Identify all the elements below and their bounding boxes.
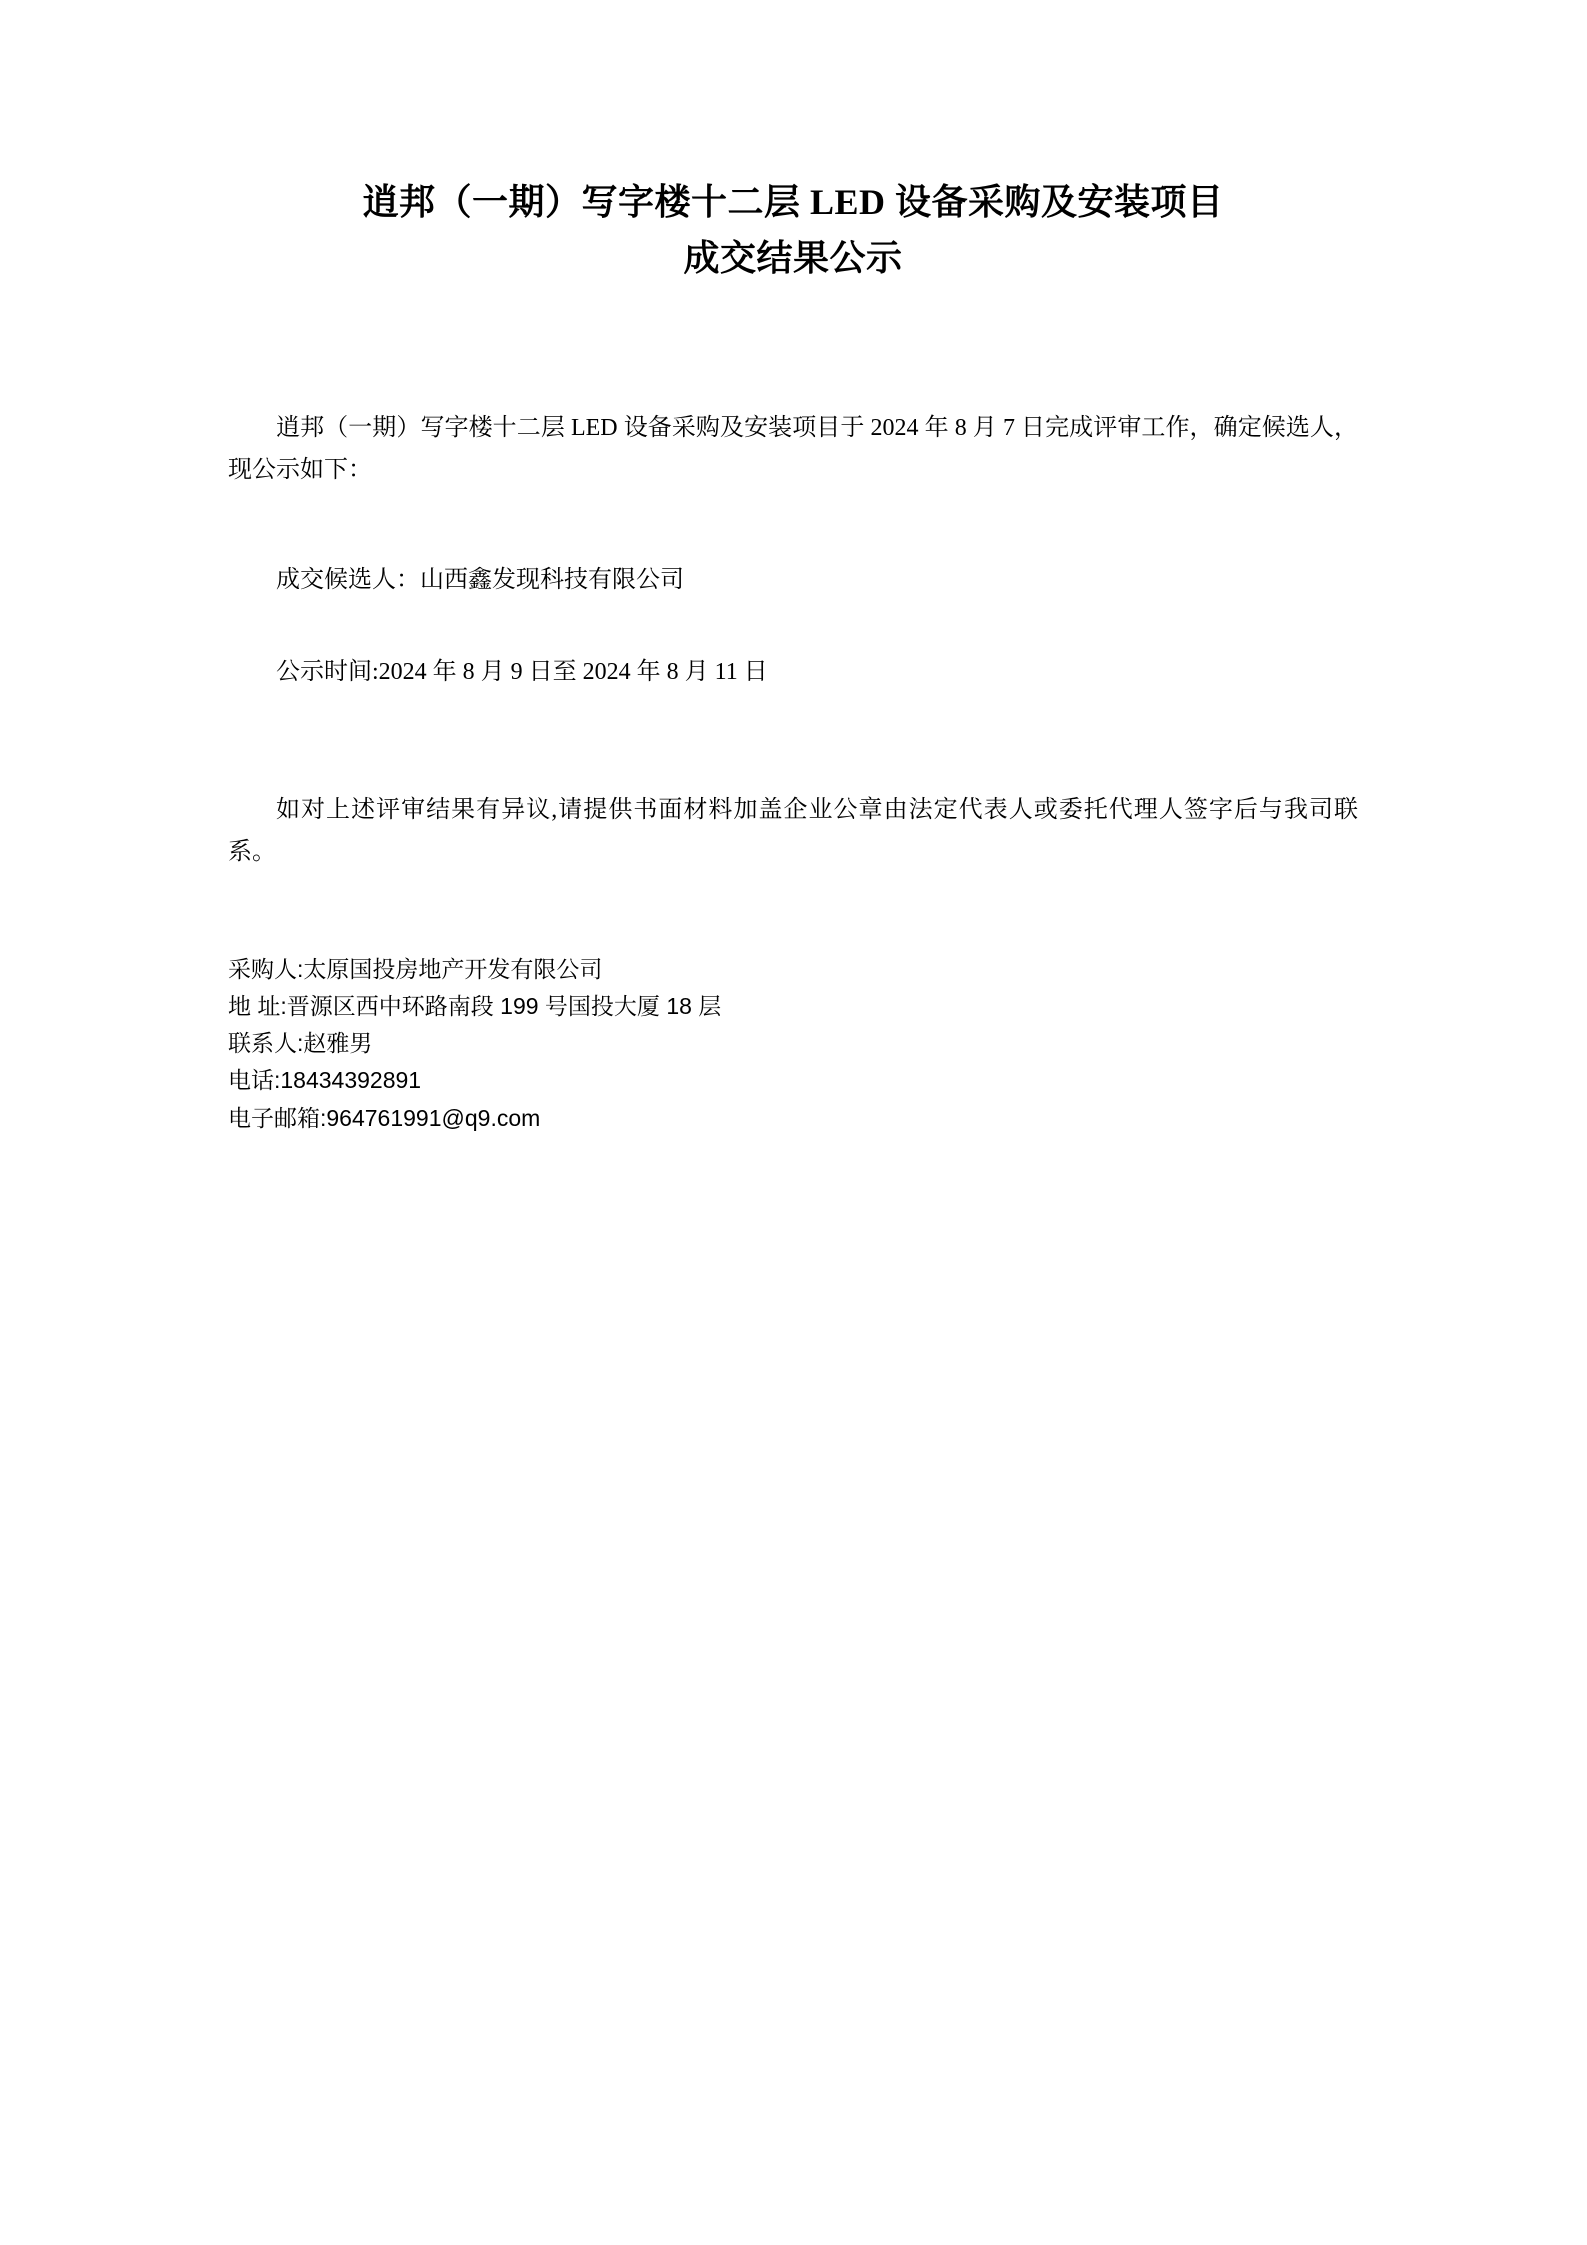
- objection-paragraph: 如对上述评审结果有异议,请提供书面材料加盖企业公章由法定代表人或委托代理人签字后与我司联系。: [228, 796, 1358, 865]
- document-content: [228, 0, 1358, 1137]
- spacer-1: [228, 491, 1358, 559]
- document-body: [228, 407, 1358, 1137]
- contact-email: 电子邮箱:964761991@q9.com: [228, 1104, 541, 1131]
- candidate-paragraph: 成交候选人：山西鑫发现科技有限公司: [276, 566, 684, 593]
- title-line-2: 成交结果公示: [683, 237, 903, 278]
- title-line-1: 逍邦（一期）写字楼十二层 LED 设备采购及安装项目: [362, 182, 1224, 222]
- intro-paragraph: 逍邦（一期）写字楼十二层 LED 设备采购及安装项目于 2024 年 8 月 7 日完成评审工作，确定候选人，现公示如下：: [228, 414, 1358, 483]
- contact-address: 地 址:晋源区西中环路南段 199 号国投大厦 18 层: [228, 992, 722, 1019]
- contact-purchaser: 采购人:太原国投房地产开发有限公司: [228, 955, 603, 982]
- document-title: [228, 175, 1358, 287]
- spacer-3: [228, 693, 1358, 789]
- spacer-2: [228, 601, 1358, 651]
- contact-block: [228, 951, 1358, 1137]
- contact-person: 联系人:赵雅男: [228, 1030, 373, 1057]
- publicity-period-paragraph: 公示时间:2024 年 8 月 9 日至 2024 年 8 月 11 日: [276, 658, 768, 685]
- contact-phone: 电话:18434392891: [228, 1067, 422, 1094]
